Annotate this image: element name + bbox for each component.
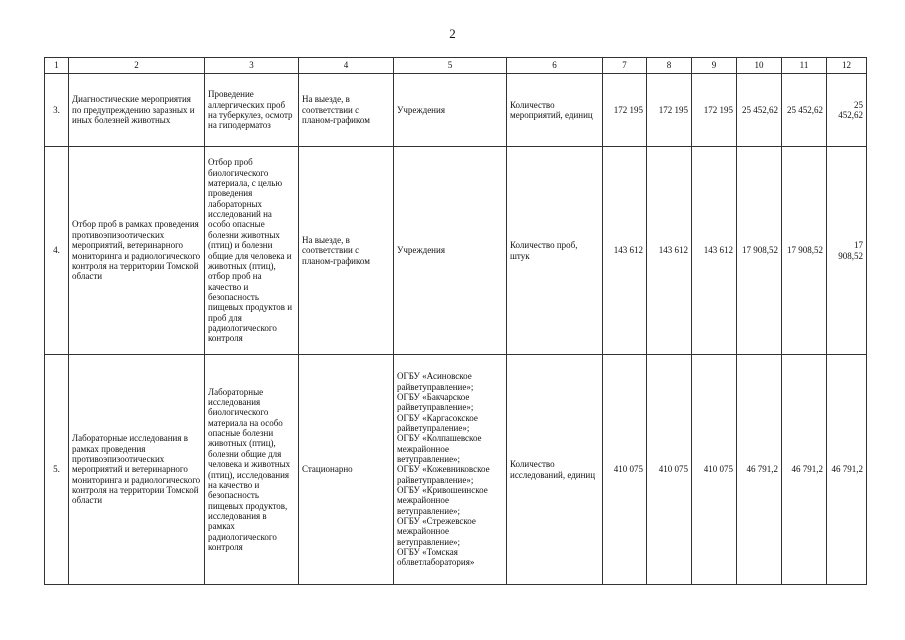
column-number-row (45, 58, 867, 74)
table-row (45, 74, 867, 147)
column-number: 2 (69, 58, 205, 74)
activity-name: Лабораторные исследования в рамках проведения противоэпизоотических мероприятий и ветеринарного мониторинга и радиологического контроля на территории Томской области (69, 355, 205, 585)
activity-content: Лабораторные исследования биологического материала на особо опасные болезни животных (птиц), болезни общие для человека и животных (птиц), исследования на качество и безопасность пищевых продуктов, исследования в рамках радиологического контроля (205, 355, 299, 585)
activity-conditions: Стационарно (299, 355, 394, 585)
value-col-10: 17 908,52 (737, 147, 782, 355)
column-number: 12 (827, 58, 867, 74)
column-number: 7 (603, 58, 647, 74)
value-col-11: 46 791,2 (782, 355, 827, 585)
services-table (44, 57, 867, 585)
row-number: 4. (45, 147, 69, 355)
value-col-7: 172 195 (603, 74, 647, 147)
value-col-11: 25 452,62 (782, 74, 827, 147)
activity-content: Отбор проб биологического материала, с целью проведения лабораторных исследований на особо опасные болезни животных (птиц) и болезни общие для человека и животных (птиц), отбор проб на качество и безопасность пищевых продуктов и проб для радиологического контроля (205, 147, 299, 355)
page-number: 2 (449, 26, 456, 41)
value-col-8: 410 075 (647, 355, 692, 585)
indicator-name: Количество исследований, единиц (507, 355, 603, 585)
indicator-name: Количество проб, штук (507, 147, 603, 355)
value-col-7: 410 075 (603, 355, 647, 585)
indicator-name: Количество мероприятий, единиц (507, 74, 603, 147)
column-number: 3 (205, 58, 299, 74)
activity-name: Отбор проб в рамках проведения противоэпизоотических мероприятий, ветеринарного мониторинга и радиологического контроля на территории Томской области (69, 147, 205, 355)
activity-content: Проведение аллергических проб на туберкулез, осмотр на гиподерматоз (205, 74, 299, 147)
value-col-8: 143 612 (647, 147, 692, 355)
value-col-9: 172 195 (692, 74, 737, 147)
column-number: 4 (299, 58, 394, 74)
value-col-11: 17 908,52 (782, 147, 827, 355)
value-col-9: 410 075 (692, 355, 737, 585)
value-col-10: 46 791,2 (737, 355, 782, 585)
column-number: 5 (394, 58, 507, 74)
column-number: 6 (507, 58, 603, 74)
value-col-12: 25 452,62 (827, 74, 867, 147)
table-row (45, 355, 867, 585)
row-number: 3. (45, 74, 69, 147)
performer: Учреждения (394, 74, 507, 147)
value-col-10: 25 452,62 (737, 74, 782, 147)
value-col-12: 17 908,52 (827, 147, 867, 355)
row-number: 5. (45, 355, 69, 585)
column-number: 8 (647, 58, 692, 74)
activity-conditions: На выезде, в соответствии с планом-графиком (299, 74, 394, 147)
value-col-8: 172 195 (647, 74, 692, 147)
column-number: 1 (45, 58, 69, 74)
value-col-9: 143 612 (692, 147, 737, 355)
column-number: 10 (737, 58, 782, 74)
column-number: 11 (782, 58, 827, 74)
column-number: 9 (692, 58, 737, 74)
value-col-12: 46 791,2 (827, 355, 867, 585)
activity-name: Диагностические мероприятия по предупреждению заразных и иных болезней животных (69, 74, 205, 147)
table-row (45, 147, 867, 355)
performer: ОГБУ «Асиновское райветуправление»; ОГБУ «Бакчарское райветуправление»; ОГБУ «Каргасокское райветупраление»; ОГБУ «Колпашевское межрайонное ветуправление»; ОГБУ «Кожевниковское райветуправление»; ОГБУ «Кривошеинское межрайонное ветуправление»; ОГБУ «Стрежевское межрайонное ветуправление»; ОГБУ «Томская облветлаборатория» (394, 355, 507, 585)
value-col-7: 143 612 (603, 147, 647, 355)
activity-conditions: На выезде, в соответствии с планом-графиком (299, 147, 394, 355)
performer: Учреждения (394, 147, 507, 355)
